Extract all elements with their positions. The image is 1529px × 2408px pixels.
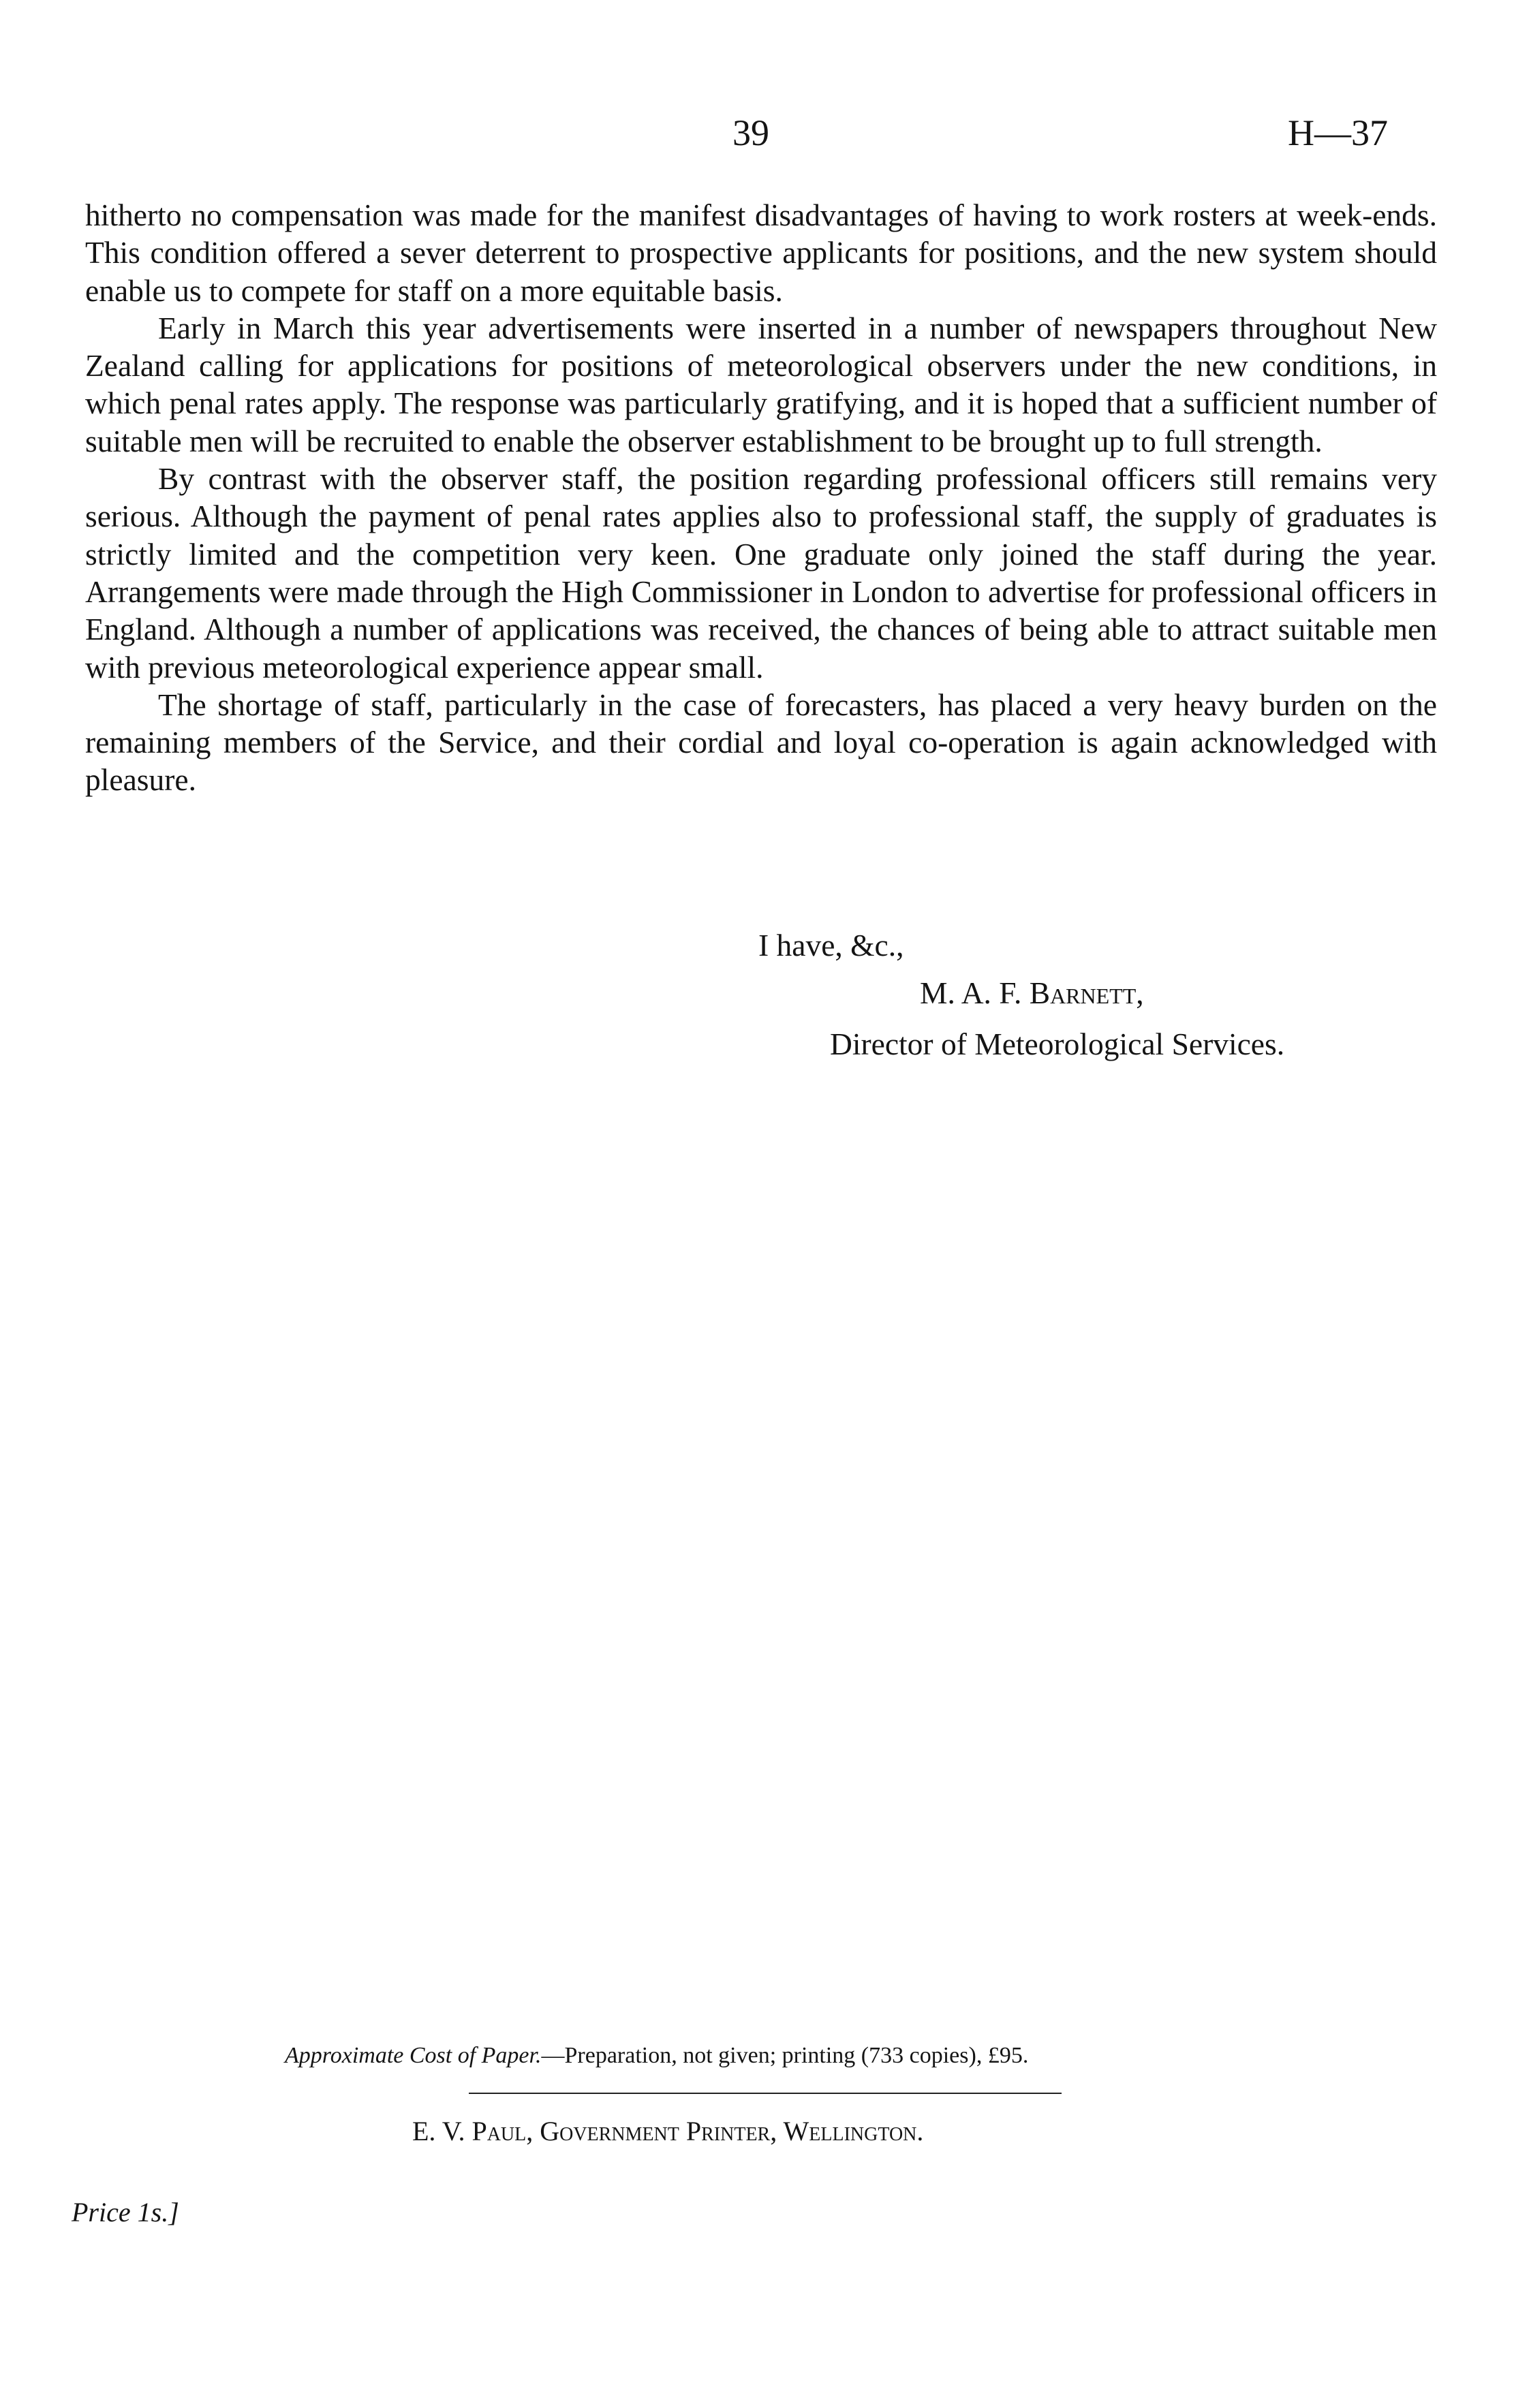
- cost-label: Approximate Cost of Paper.: [285, 2043, 542, 2068]
- paragraph-advertisements: Early in March this year advertisements were inserted in a number of newspapers throughout New Zealand calling for applications for positions of meteorological observers under the new conditions, in which penal rates apply. The response was particularly gratifying, and it is hoped that a sufficient number of suitable men will be recruited to enable the observer establishment to be brought up to full strength.: [85, 310, 1437, 458]
- report-body: [85, 196, 1437, 799]
- paragraph-continuation: hitherto no compensation was made for the manifest disadvantages of having to work rosters at week-ends. This condition offered a sever deterrent to prospective applicants for positions, and the new system should enable us to compete for staff on a more equitable basis.: [85, 198, 1437, 308]
- price-note: Price 1s.]: [72, 2197, 179, 2227]
- document-reference: H—37: [1288, 112, 1388, 153]
- paragraph-staff-shortage: The shortage of staff, particularly in the case of forecasters, has placed a very heavy burden on the remaining members of the Service, and their cordial and loyal co-operation is again acknowledged with pleasure.: [85, 687, 1437, 798]
- signatory-name: M. A. F. Barnett,: [920, 975, 1144, 1010]
- paragraph-professional-officers: By contrast with the observer staff, the position regarding professional officers still remains very serious. Although the payment of penal rates applies also to professional staff, the supply of graduates is strictly limited and the competition very keen. One graduate only joined the staff during the year. Arrangements were made through the High Commissioner in London to advertise for professional officers in England. Although a number of applications was received, the chances of being able to attract suitable men with previous meteorological experience appear small.: [85, 461, 1437, 685]
- cost-of-paper-note: [285, 2042, 1028, 2069]
- footer-divider: [469, 2093, 1062, 2094]
- page-number: 39: [732, 112, 769, 153]
- signatory-title: Director of Meteorological Services.: [830, 1027, 1285, 1061]
- printer-imprint: E. V. Paul, Government Printer, Wellington.: [412, 2116, 924, 2146]
- closing-salutation: I have, &c.,: [758, 928, 904, 963]
- cost-text: —Preparation, not given; printing (733 copies), £95.: [541, 2043, 1029, 2068]
